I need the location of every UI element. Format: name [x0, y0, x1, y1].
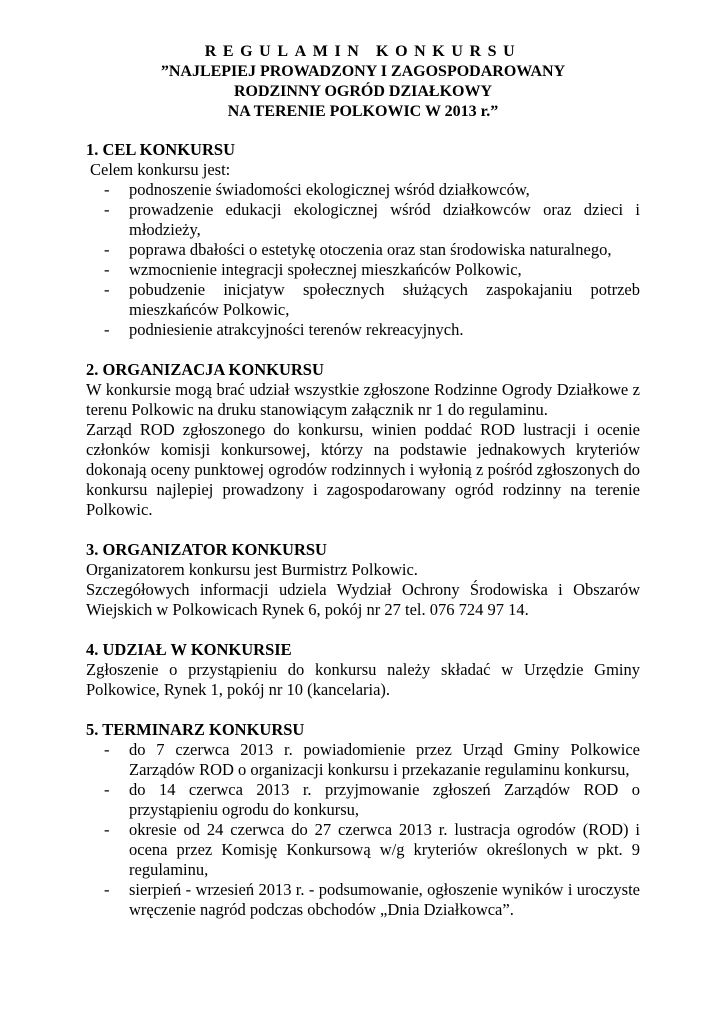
list-item: - sierpień - wrzesień 2013 r. - podsumowanie, ogłoszenie wyników i uroczyste wręczenie nagród podczas obchodów „Dnia Działkowca”. [86, 880, 640, 920]
section-heading: 4. UDZIAŁ W KONKURSIE [86, 640, 292, 659]
title-line-1: REGULAMIN KONKURSU [204, 43, 522, 60]
paragraph: W konkursie mogą brać udział wszystkie zgłoszone Rodzinne Ogrody Działkowe z terenu Polkowic na druku stanowiącym załącznik nr 1 do regulaminu. [86, 380, 640, 419]
section-organizacja-konkursu [86, 360, 640, 520]
list-item: - wzmocnienie integracji społecznej mieszkańców Polkowic, [86, 260, 640, 280]
section-intro: Celem konkursu jest: [90, 160, 231, 179]
title-line-4: NA TERENIE POLKOWIC W 2013 r.” [227, 103, 499, 120]
title-line-3: RODZINNY OGRÓD DZIAŁKOWY [233, 83, 493, 100]
paragraph: Zarząd ROD zgłoszonego do konkursu, winien poddać ROD lustracji i ocenie członków komisji konkursowej, którzy na podstawie jednakowych kryteriów dokonają oceny punktowej ogrodów rodzinnych i wyłonią z pośród zgłoszonych do konkursu najlepiej prowadzony i zagospodarowany ogród rodzinny na terenie Polkowic. [86, 420, 640, 519]
section-organizator-konkursu [86, 540, 640, 620]
list-item: - pobudzenie inicjatyw społecznych służących zaspokajaniu potrzeb mieszkańców Polkowic, [86, 280, 640, 320]
paragraph: Szczegółowych informacji udziela Wydział Ochrony Środowiska i Obszarów Wiejskich w Polkowicach Rynek 6, pokój nr 27 tel. 076 724 97 14. [86, 580, 640, 619]
title-line-2: ”NAJLEPIEJ PROWADZONY I ZAGOSPODAROWANY [160, 63, 566, 80]
list-item: - do 7 czerwca 2013 r. powiadomienie przez Urząd Gminy Polkowice Zarządów ROD o organizacji konkursu i przekazanie regulaminu konkursu, [86, 740, 640, 780]
section-udzial-w-konkursie [86, 640, 640, 700]
schedule-list [86, 740, 640, 920]
section-heading: 3. ORGANIZATOR KONKURSU [86, 540, 327, 559]
paragraph: Organizatorem konkursu jest Burmistrz Polkowic. [86, 560, 418, 579]
list-item: - do 14 czerwca 2013 r. przyjmowanie zgłoszeń Zarządów ROD o przystąpieniu ogrodu do konkursu, [86, 780, 640, 820]
document-page [86, 42, 640, 920]
list-item: - poprawa dbałości o estetykę otoczenia oraz stan środowiska naturalnego, [86, 240, 640, 260]
list-item: - prowadzenie edukacji ekologicznej wśród działkowców oraz dzieci i młodzieży, [86, 200, 640, 240]
list-item: - podnoszenie świadomości ekologicznej wśród działkowców, [86, 180, 640, 200]
section-heading: 1. CEL KONKURSU [86, 140, 235, 159]
paragraph: Zgłoszenie o przystąpieniu do konkursu należy składać w Urzędzie Gminy Polkowice, Rynek 1, pokój nr 10 (kancelaria). [86, 660, 640, 699]
goal-list [86, 180, 640, 340]
section-heading: 2. ORGANIZACJA KONKURSU [86, 360, 324, 379]
section-terminarz-konkursu [86, 720, 640, 920]
section-cel-konkursu [86, 140, 640, 340]
document-title [86, 42, 640, 122]
list-item: - podniesienie atrakcyjności terenów rekreacyjnych. [86, 320, 640, 340]
section-heading: 5. TERMINARZ KONKURSU [86, 720, 305, 739]
list-item: - okresie od 24 czerwca do 27 czerwca 2013 r. lustracja ogrodów (ROD) i ocena przez Komisję Konkursową w/g kryteriów określonych w pkt. 9 regulaminu, [86, 820, 640, 880]
